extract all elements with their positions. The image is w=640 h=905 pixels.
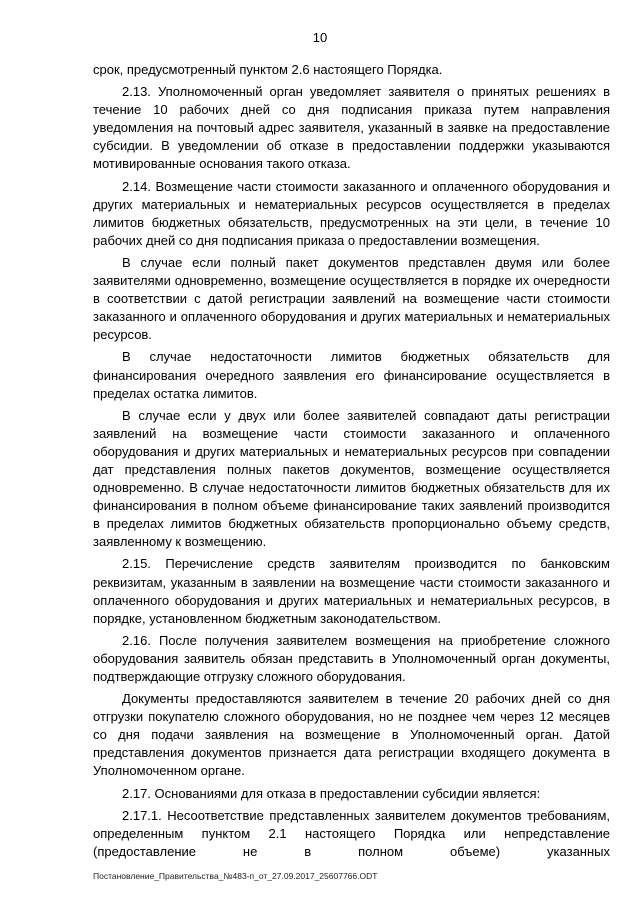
paragraph-2-15: 2.15. Перечисление средств заявителям производится по банковским реквизитам, указанным в заявлении на возмещение части стоимости заказанного и оплаченного оборудования и других материальных и нематериальных ресурсов, в порядке, установленном бюджетным законодательством. [93, 556, 610, 626]
paragraph: В случае недостаточности лимитов бюджетных обязательств для финансирования очередного заявления его финансирование осуществляется в пределах остатка лимитов. [93, 349, 610, 401]
paragraph-2-16: 2.16. После получения заявителем возмещения на приобретение сложного оборудования заявитель обязан представить в Уполномоченный орган документы, подтверждающие отгрузку сложного оборудования. [93, 632, 610, 684]
document-body [93, 61, 610, 861]
paragraph: срок, предусмотренный пунктом 2.6 настоящего Порядка. [93, 62, 443, 77]
paragraph-2-14: 2.14. Возмещение части стоимости заказанного и оплаченного оборудования и других материальных и нематериальных ресурсов осуществляется в пределах лимитов бюджетных обязательств, предусмотренных на эти цели, в течение 10 рабочих дней со дня подписания приказа о предоставлении возмещения. [93, 178, 610, 248]
page-number: 10 [312, 30, 328, 45]
paragraph-2-13: 2.13. Уполномоченный орган уведомляет заявителя о принятых решениях в течение 10 рабочих дней со дня подписания приказа путем направления уведомления на почтовый адрес заявителя, указанный в заявке на предоставление субсидии. В уведомлении об отказе в предоставлении поддержки указываются мотивированные основания такого отказа. [93, 84, 610, 172]
paragraph: В случае если полный пакет документов представлен двумя или более заявителями одновременно, возмещение осуществляется в порядке их очередности в соответствии с датой регистрации заявлений на возмещение части стоимости заказанного и оплаченного оборудования и других материальных и нематериальных ресурсов. [93, 254, 610, 343]
paragraph: В случае если у двух или более заявителей совпадают даты регистрации заявлений на возмещение части стоимости заказанного и оплаченного оборудования и других материальных и нематериальных ресурсов при совпадении дат представления полных пакетов документов, возмещение осуществляется одновременно. В случае недостаточности лимитов бюджетных обязательств для их финансирования в полном объеме финансирование таких заявлений производится в пределах лимитов бюджетных обязательств пропорционально объему средств, заявленному к возмещению. [93, 407, 610, 550]
paragraph-2-17-1: 2.17.1. Несоответствие представленных заявителем документов требованиям, определенным пунктом 2.1 настоящего Порядка или непредставление (предоставление не в полном объеме) указанных [93, 807, 610, 859]
paragraph: Документы предоставляются заявителем в течение 20 рабочих дней со дня отгрузки покупателю сложного оборудования, но не позднее чем через 12 месяцев со дня подачи заявления на возмещение в Уполномоченный орган. Датой представления документов признается дата регистрации входящего документа в Уполномоченном органе. [93, 691, 610, 779]
paragraph-2-17: 2.17. Основаниями для отказа в предоставлении субсидии является: [122, 785, 541, 801]
document-footer: Постановление_Правительства_№483-п_от_27.09.2017_25607766.ODT [93, 871, 378, 881]
